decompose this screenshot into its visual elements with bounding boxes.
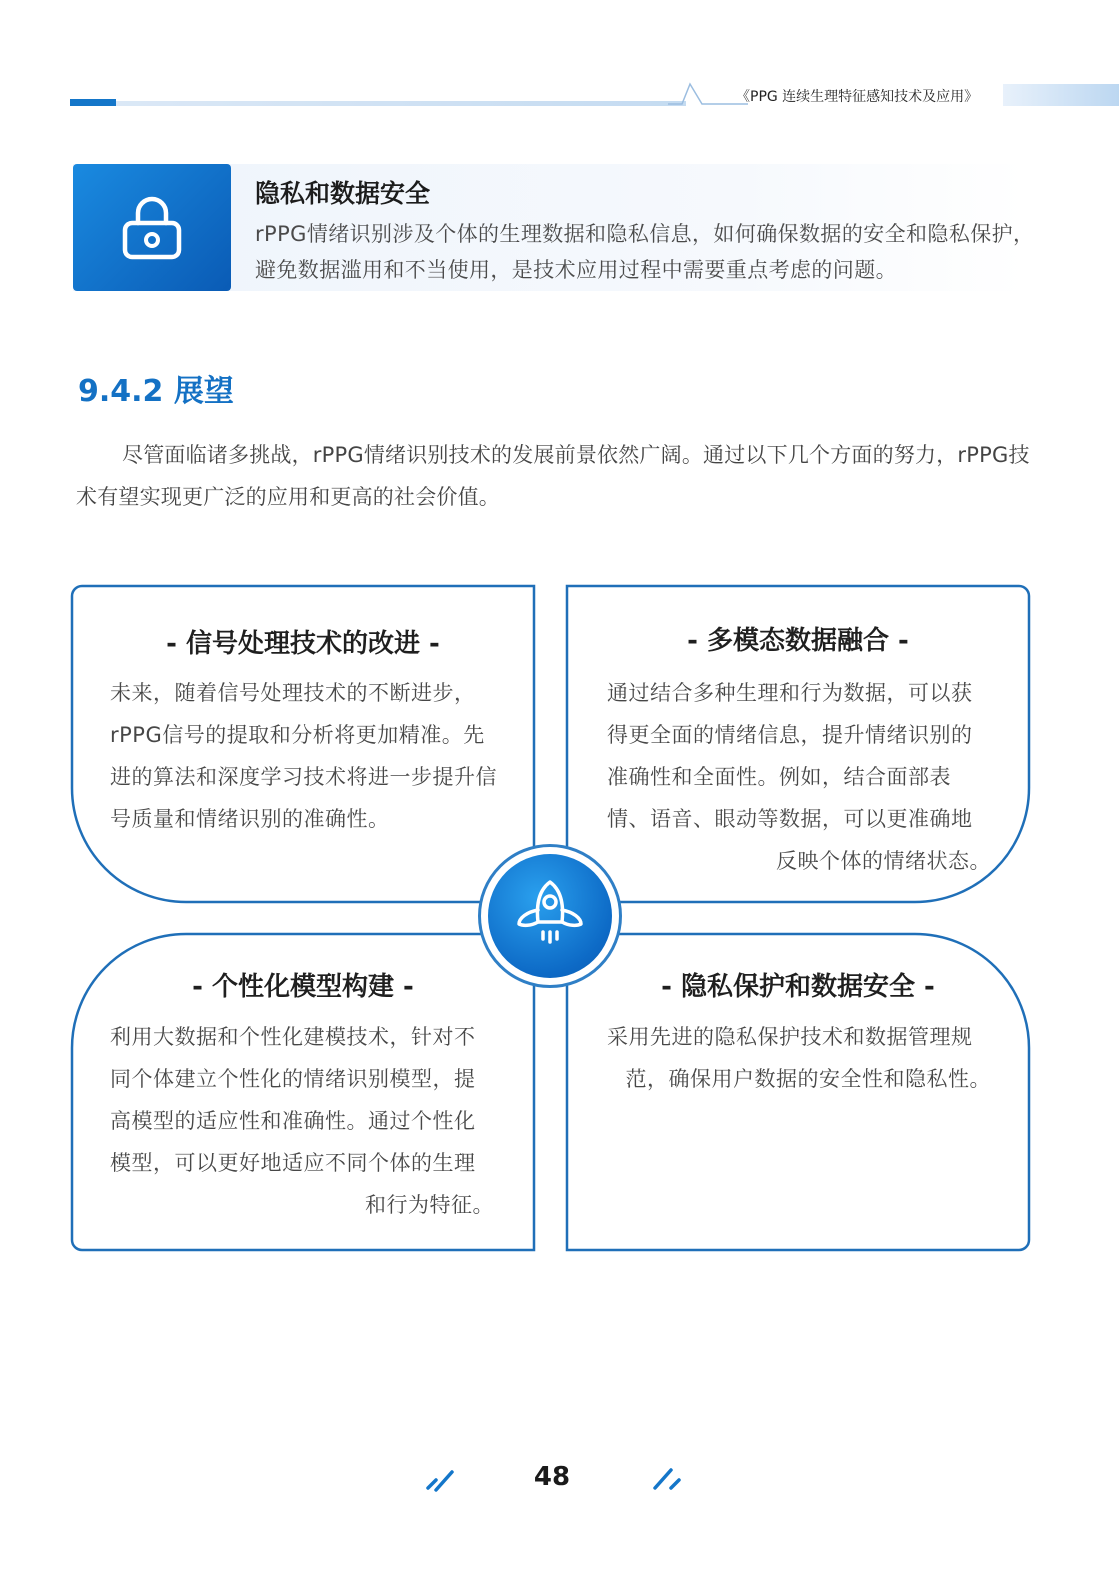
page-number: 48 bbox=[533, 1462, 571, 1492]
footer-slash-left bbox=[424, 1468, 458, 1492]
section-intro: 尽管面临诸多挑战，rPPG情绪识别技术的发展前景依然广阔。通过以下几个方面的努力，rPPG技术有望实现更广泛的应用和更高的社会价值。 bbox=[76, 443, 1030, 509]
quadrant-1-text: 未来，随着信号处理技术的不断进步，rPPG信号的提取和分析将更加精准。先进的算法和深度学习技术将进一步提升信号质量和情绪识别的准确性。 bbox=[110, 681, 497, 831]
center-badge bbox=[478, 844, 622, 988]
banner-title: 隐私和数据安全 bbox=[255, 179, 431, 208]
book-title: 《PPG 连续生理特征感知技术及应用》 bbox=[736, 89, 979, 105]
banner-text: rPPG情绪识别涉及个体的生理数据和隐私信息，如何确保数据的安全和隐私保护，避免数据滥用和不当使用，是技术应用过程中需要重点考虑的问题。 bbox=[255, 222, 1035, 282]
quadrant-2-title: - 多模态数据融合 - bbox=[687, 626, 909, 656]
quadrant-2-text: 通过结合多种生理和行为数据，可以获得更全面的情绪信息，提升情绪识别的准确性和全面性。例如，结合面部表情、语音、眼动等数据，可以更准确地反映个体的情绪状态。 bbox=[607, 681, 991, 873]
quadrant-4-title: - 隐私保护和数据安全 - bbox=[661, 972, 935, 1002]
quadrant-3-text: 利用大数据和个性化建模技术，针对不同个体建立个性化的情绪识别模型，提高模型的适应性和准确性。通过个性化模型，可以更好地适应不同个体的生理和行为特征。 bbox=[110, 1025, 494, 1217]
quadrant-3-title: - 个性化模型构建 - bbox=[192, 972, 414, 1002]
rocket-icon bbox=[511, 876, 589, 956]
center-badge-inner bbox=[488, 854, 612, 978]
footer-slash-right bbox=[651, 1468, 685, 1492]
section-title: 9.4.2 展望 bbox=[78, 374, 234, 409]
quadrant-1-title: - 信号处理技术的改进 - bbox=[166, 629, 440, 659]
quadrant-4-text: 采用先进的隐私保护技术和数据管理规范，确保用户数据的安全性和隐私性。 bbox=[607, 1025, 991, 1091]
